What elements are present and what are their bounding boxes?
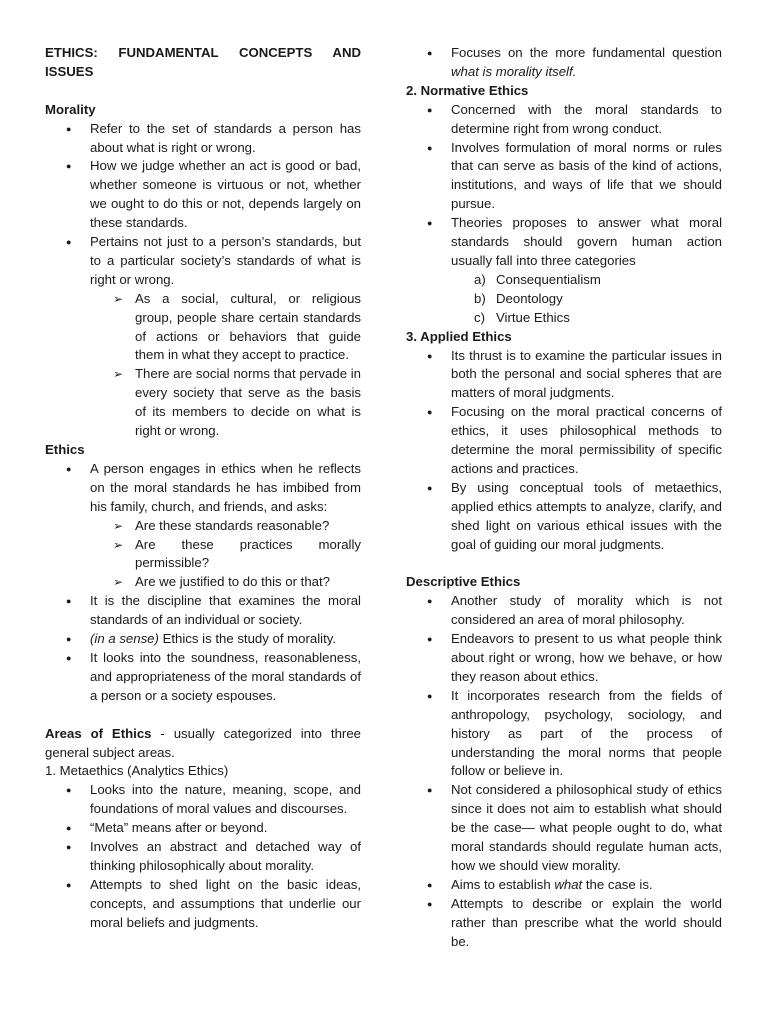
- list-item: ● Refer to the set of standards a person has about what is right or wrong.: [45, 120, 361, 158]
- normative-ethics-title: 2. Normative Ethics: [406, 82, 529, 98]
- list-item: ● It looks into the soundness, reasonableness, and appropriateness of the moral standards of a person or a society espouses.: [45, 649, 361, 706]
- left-column: [45, 44, 361, 933]
- document-title-line2: ISSUES: [45, 63, 94, 79]
- normative-list: [406, 101, 722, 271]
- applied-list: [406, 347, 722, 555]
- metaethics-title: 1. Metaethics (Analytics Ethics): [45, 763, 229, 779]
- list-item: ● (in a sense) Ethics is the study of morality.: [45, 630, 361, 649]
- list-item: b) Deontology: [474, 290, 563, 306]
- list-item: c) Virtue Ethics: [474, 309, 570, 325]
- descriptive-ethics-heading: Descriptive Ethics: [406, 574, 521, 590]
- ethics-list: [45, 460, 361, 517]
- list-item: ● How we judge whether an act is good or bad, whether someone is virtuous or not, whether we ought to do this or not, depends largely on these standards.: [45, 157, 361, 233]
- list-item: ● Concerned with the moral standards to determine right from wrong conduct.: [406, 101, 722, 139]
- descriptive-list: [406, 592, 722, 951]
- list-item: ● Its thrust is to examine the particular issues in both the personal and social spheres that are matters of moral judgments.: [406, 347, 722, 404]
- list-item: ● It incorporates research from the fields of anthropology, psychology, sociology, and history as part of the process of understanding the moral norms that people follow or believe in.: [406, 687, 722, 782]
- metaethics-list-cont: [406, 44, 722, 82]
- list-item: ● Endeavors to present to us what people think about right or wrong, how we behave, or how they reason about ethics.: [406, 630, 722, 687]
- ethics-sublist: [45, 517, 361, 593]
- applied-ethics-title: 3. Applied Ethics: [406, 328, 512, 344]
- list-item: ● By using conceptual tools of metaethics, applied ethics attempts to analyze, clarify, and shed light on various ethical issues with the goal of guiding our moral judgments.: [406, 479, 722, 555]
- theories-list: [406, 271, 722, 328]
- list-item: ● Pertains not just to a person’s standards, but to a particular society’s standards of what is right or wrong.: [45, 233, 361, 290]
- list-item: ● Involves formulation of moral norms or rules that can serve as basis of the kind of actions, institutions, and ways of life that we should pursue.: [406, 139, 722, 215]
- list-item: ➢ Are these practices morally permissible?: [45, 536, 361, 574]
- right-column: [406, 44, 722, 951]
- list-item: ● Attempts to describe or explain the world rather than prescribe what the world should be.: [406, 895, 722, 952]
- list-item: ● Aims to establish what the case is.: [406, 876, 722, 895]
- list-item: ➢ There are social norms that pervade in every society that serve as the basis of its members to decide on what is right or wrong.: [45, 365, 361, 441]
- list-item: ● Attempts to shed light on the basic ideas, concepts, and assumptions that underlie our moral beliefs and judgments.: [45, 876, 361, 933]
- list-item: ➢ As a social, cultural, or religious group, people share certain standards of actions or behaviors that guide them in what they accept to practice.: [45, 290, 361, 366]
- list-item: ● Looks into the nature, meaning, scope, and foundations of moral values and discourses.: [45, 781, 361, 819]
- list-item: ➢ Are we justified to do this or that?: [45, 573, 361, 592]
- ethics-heading: Ethics: [45, 442, 85, 458]
- list-item: ● Not considered a philosophical study of ethics since it does not aim to establish what should be the case— what people ought to do, what moral standards should regulate human acts, how we should view morality.: [406, 781, 722, 876]
- list-item: ● Theories proposes to answer what moral standards should govern human action usually fall into three categories: [406, 214, 722, 271]
- document-title: ETHICS: FUNDAMENTAL CONCEPTS AND: [45, 45, 361, 60]
- list-item: ● It is the discipline that examines the moral standards of an individual or society.: [45, 592, 361, 630]
- list-item: ● “Meta” means after or beyond.: [45, 819, 361, 838]
- list-item: ● Involves an abstract and detached way of thinking philosophically about morality.: [45, 838, 361, 876]
- list-item: ● Focusing on the moral practical concerns of ethics, it uses philosophical methods to determine the moral permissibility of specific actions and practices.: [406, 403, 722, 479]
- list-item: ● A person engages in ethics when he reflects on the moral standards he has imbibed from his family, church, and friends, and asks:: [45, 460, 361, 517]
- morality-sublist: [45, 290, 361, 441]
- list-item: a) Consequentialism: [474, 271, 601, 287]
- ethics-list-2: [45, 592, 361, 705]
- areas-intro: Areas of Ethics - usually categorized into three general subject areas.: [45, 725, 361, 760]
- morality-list: [45, 120, 361, 290]
- metaethics-list: [45, 781, 361, 932]
- morality-heading: Morality: [45, 101, 96, 117]
- list-item: ● Focuses on the more fundamental question what is morality itself.: [406, 44, 722, 82]
- list-item: ➢ Are these standards reasonable?: [45, 517, 361, 536]
- list-item: ● Another study of morality which is not considered an area of moral philosophy.: [406, 592, 722, 630]
